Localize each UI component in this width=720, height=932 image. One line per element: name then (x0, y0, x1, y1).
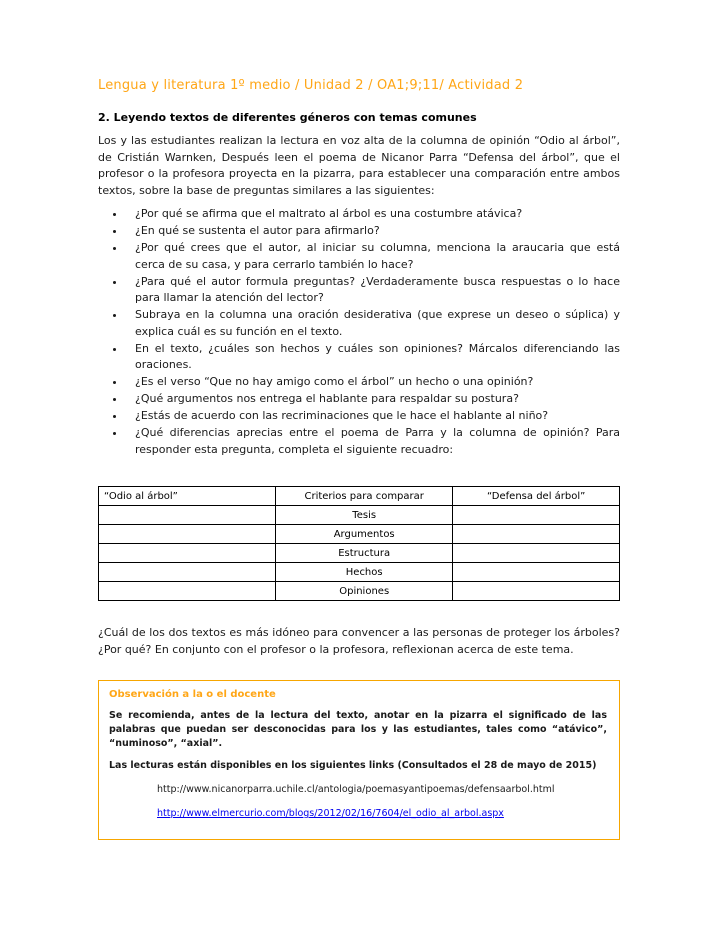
table-cell-criterion: Argumentos (276, 525, 453, 544)
table-cell-criterion: Tesis (276, 506, 453, 525)
question-item: • ¿En qué se sustenta el autor para afirmarlo? (126, 223, 620, 240)
closing-paragraph: ¿Cuál de los dos textos es más idóneo para convencer a las personas de proteger los árboles? ¿Por qué? En conjunto con el profesor o la profesora, reflexionan acerca de este tema. (98, 626, 620, 656)
question-item: • En el texto, ¿cuáles son hechos y cuáles son opiniones? Márcalos diferenciando las oraciones. (126, 341, 620, 374)
table-cell-empty (99, 544, 276, 563)
link-odio-al-arbol-url[interactable]: http://www.elmercurio.com/blogs/2012/02/16/7604/el_odio_al_arbol.aspx (157, 808, 504, 819)
doc-breadcrumb-title: Lengua y literatura 1º medio / Unidad 2 / OA1;9;11/ Actividad 2 (98, 78, 524, 93)
table-header-row (99, 487, 620, 506)
table-cell-empty (99, 525, 276, 544)
table-cell-criterion: Hechos (276, 563, 453, 582)
table-cell-criterion: Opiniones (276, 582, 453, 601)
note-links-intro: Las lecturas están disponibles en los siguientes links (Consultados el 28 de mayo de 2015) (109, 760, 597, 771)
intro-paragraph: Los y las estudiantes realizan la lectura en voz alta de la columna de opinión “Odio al árbol”, de Cristián Warnken, Después leen el poema de Nicanor Parra “Defensa del árbol”, que el profesor o la profesora proyecta en la pizarra, para establecer una comparación entre ambos textos, sobre la base de preguntas similares a las siguientes: (98, 134, 620, 197)
questions-list (126, 206, 620, 458)
question-item: • ¿Para qué el autor formula preguntas? ¿Verdaderamente busca respuestas o lo hace para llamar la atención del lector? (126, 274, 620, 307)
question-item: • ¿Estás de acuerdo con las recriminaciones que le hace el hablante al niño? (126, 408, 620, 425)
table-row-estructura (99, 544, 620, 563)
table-cell-empty (453, 506, 620, 525)
table-header-odio-al-arbol: “Odio al árbol” (99, 487, 276, 506)
note-heading: Observación a la o el docente (109, 689, 276, 700)
table-cell-empty (453, 582, 620, 601)
table-row-opiniones (99, 582, 620, 601)
question-item: • ¿Por qué se afirma que el maltrato al árbol es una costumbre atávica? (126, 206, 620, 223)
comparison-table (98, 486, 620, 601)
table-cell-empty (99, 563, 276, 582)
teacher-note-box (98, 680, 620, 840)
table-header-defensa-arbol: “Defensa del árbol” (453, 487, 620, 506)
question-item: • ¿Por qué crees que el autor, al iniciar su columna, menciona la araucaria que está cerca de su casa, y para cerrarlo también lo hace? (126, 240, 620, 273)
table-cell-empty (99, 506, 276, 525)
question-item: • Subraya en la columna una oración desiderativa (que exprese un deseo o súplica) y explica cuál es su función en el texto. (126, 307, 620, 340)
table-row-argumentos (99, 525, 620, 544)
table-cell-empty (453, 544, 620, 563)
table-row-tesis (99, 506, 620, 525)
section-heading: 2. Leyendo textos de diferentes géneros con temas comunes (98, 111, 477, 124)
question-item: • ¿Es el verso “Que no hay amigo como el árbol” un hecho o una opinión? (126, 374, 620, 391)
table-cell-criterion: Estructura (276, 544, 453, 563)
question-item: • ¿Qué diferencias aprecias entre el poema de Parra y la columna de opinión? Para responder esta pregunta, completa el siguiente recuadro: (126, 425, 620, 458)
table-cell-empty (453, 525, 620, 544)
table-header-criterios: Criterios para comparar (276, 487, 453, 506)
table-row-hechos (99, 563, 620, 582)
table-cell-empty (99, 582, 276, 601)
link-defensa-arbol-url: http://www.nicanorparra.uchile.cl/antologia/poemasyantipoemas/defensaarbol.html (157, 784, 555, 795)
question-item: • ¿Qué argumentos nos entrega el hablante para respaldar su postura? (126, 391, 620, 408)
note-body-text: Se recomienda, antes de la lectura del texto, anotar en la pizarra el significado de las palabras que puedan ser desconocidas para los y las estudiantes, tales como “atávico”, “numinoso”, “axial”. (109, 710, 607, 749)
table-cell-empty (453, 563, 620, 582)
